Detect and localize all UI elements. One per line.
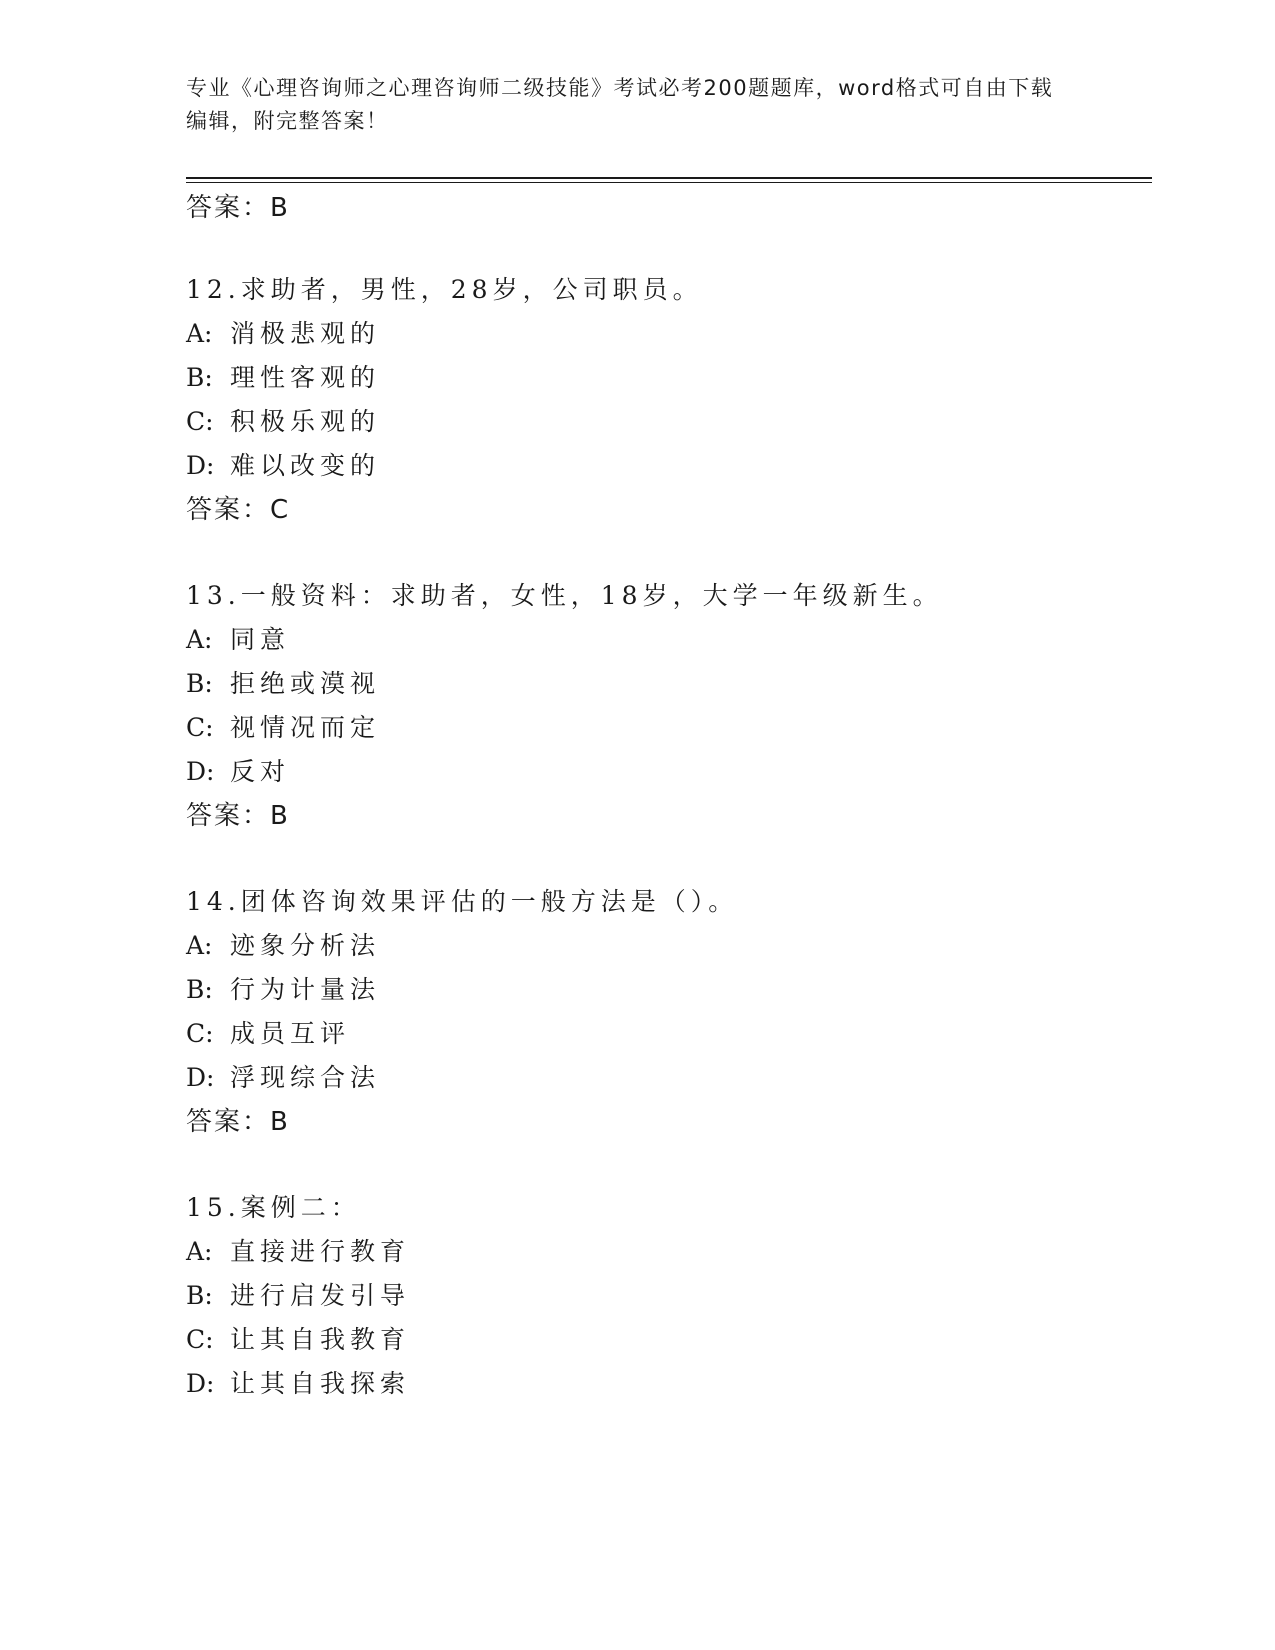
option-c [186,710,380,746]
option-letter: B: [186,1281,213,1310]
option-letter: D: [186,757,215,786]
option-letter: B: [186,363,213,392]
answer-line: 答案：B [186,801,290,831]
option-letter: D: [186,451,215,480]
option-text: 迹象分析法 [230,931,381,960]
option-text: 直接进行教育 [230,1237,411,1266]
option-text: 难以改变的 [230,451,381,480]
option-a [186,928,380,964]
question-stem: 12.求助者，男性，28岁，公司职员。 [186,275,703,304]
option-letter: C: [186,1019,214,1048]
option-d [186,754,290,790]
option-text: 理性客观的 [230,363,381,392]
option-letter: B: [186,975,213,1004]
option-b [186,666,380,702]
question-stem: 15.案例二： [186,1193,361,1222]
answer-line: 答案：B [186,193,290,223]
option-text: 拒绝或漠视 [230,669,381,698]
option-text: 积极乐观的 [230,407,381,436]
answer-line: 答案：B [186,1107,290,1137]
option-text: 让其自我探索 [230,1369,411,1398]
option-b [186,1278,410,1314]
option-c [186,1016,350,1052]
option-text: 让其自我教育 [230,1325,411,1354]
option-letter: C: [186,1325,214,1354]
option-letter: C: [186,713,214,742]
option-a [186,1234,410,1270]
option-b [186,360,380,396]
option-d [186,1366,410,1402]
option-text: 成员互评 [230,1019,351,1048]
question-stem: 13.一般资料：求助者，女性，18岁，大学一年级新生。 [186,581,943,610]
option-a [186,622,290,658]
answer-line: 答案：C [186,495,291,525]
option-text: 浮现综合法 [230,1063,381,1092]
option-letter: D: [186,1063,215,1092]
option-text: 消极悲观的 [230,319,381,348]
option-letter: D: [186,1369,215,1398]
option-text: 反对 [230,757,291,786]
option-letter: B: [186,669,213,698]
question-stem: 14.团体咨询效果评估的一般方法是（）。 [186,887,739,916]
option-c [186,1322,410,1358]
option-a [186,316,380,352]
option-c [186,404,380,440]
option-b [186,972,380,1008]
option-text: 同意 [230,625,291,654]
option-text: 进行启发引导 [230,1281,411,1310]
document-header: 专业《心理咨询师之心理咨询师二级技能》考试必考200题题库，word格式可自由下载编辑，附完整答案！ [186,76,1054,133]
option-letter: A: [186,319,213,348]
option-d [186,1060,380,1096]
option-letter: A: [186,625,213,654]
option-d [186,448,380,484]
option-text: 视情况而定 [230,713,381,742]
option-letter: A: [186,931,213,960]
header-rule-thin [186,182,1152,183]
option-letter: C: [186,407,214,436]
option-letter: A: [186,1237,213,1266]
option-text: 行为计量法 [230,975,381,1004]
header-rule-thick [186,177,1152,179]
